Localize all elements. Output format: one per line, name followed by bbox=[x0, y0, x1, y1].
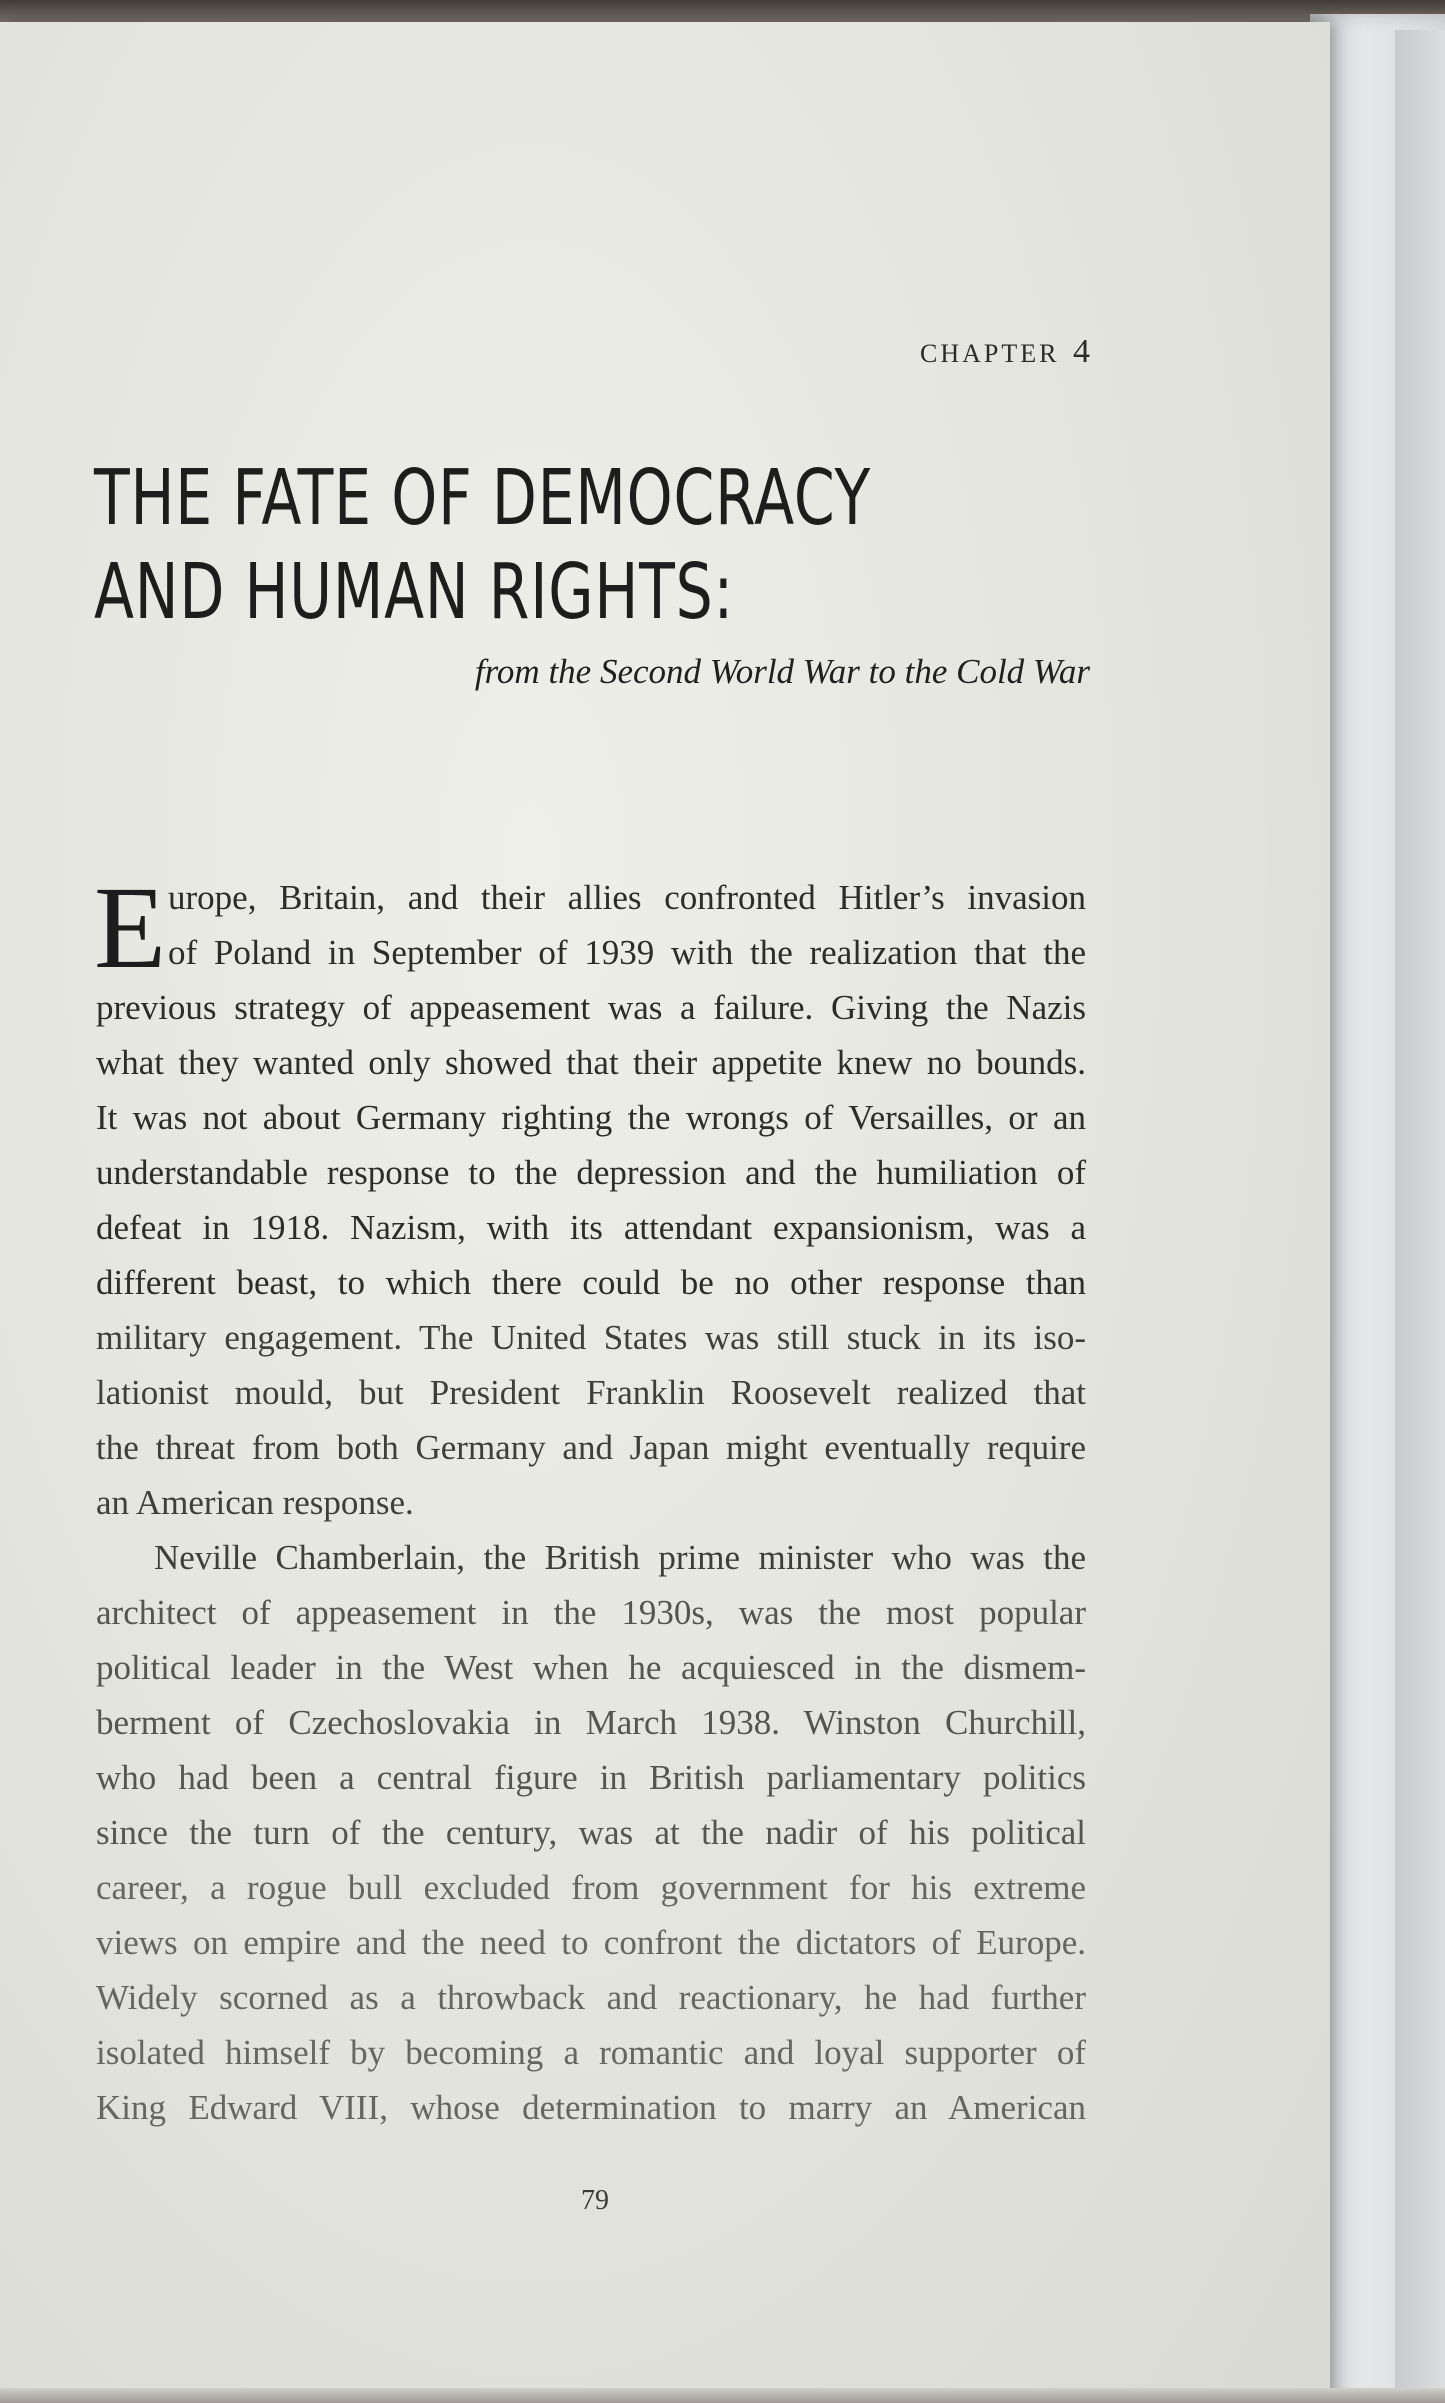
text-line: King Edward VIII, whose determination to marry an American bbox=[96, 2088, 1086, 2127]
text-line: lationist mould, but President Franklin Roosevelt realized that bbox=[96, 1373, 1086, 1412]
text-line: Neville Chamberlain, the British prime minister who was the bbox=[154, 1538, 1086, 1577]
text-line: who had been a central figure in British parliamentary politics bbox=[96, 1758, 1086, 1797]
chapter-word: CHAPTER bbox=[920, 339, 1060, 368]
text-line: military engagement. The United States was still stuck in its iso- bbox=[96, 1318, 1086, 1357]
text-line: Widely scorned as a throwback and reactionary, he had further bbox=[96, 1978, 1086, 2017]
body-text bbox=[94, 862, 1086, 2135]
chapter-subtitle: from the Second World War to the Cold War bbox=[474, 652, 1090, 691]
text-line: urope, Britain, and their allies confronted Hitler’s invasion bbox=[168, 878, 1086, 917]
page-number: 79 bbox=[581, 2185, 609, 2216]
text-line: berment of Czechoslovakia in March 1938. Winston Churchill, bbox=[96, 1703, 1086, 1742]
text-line: previous strategy of appeasement was a failure. Giving the Nazis bbox=[96, 988, 1086, 1027]
text-line: the threat from both Germany and Japan might eventually require bbox=[96, 1428, 1086, 1467]
text-line: since the turn of the century, was at the nadir of his political bbox=[96, 1813, 1086, 1852]
page-stack-edge bbox=[1395, 30, 1445, 2403]
text-line: It was not about Germany righting the wrongs of Versailles, or an bbox=[96, 1098, 1086, 1137]
text-line: isolated himself by becoming a romantic and loyal supporter of bbox=[96, 2033, 1086, 2072]
text-line: different beast, to which there could be no other response than bbox=[96, 1263, 1086, 1302]
text-line: political leader in the West when he acquiesced in the dismem- bbox=[96, 1648, 1086, 1687]
drop-cap: E bbox=[94, 862, 167, 993]
text-line: career, a rogue bull excluded from government for his extreme bbox=[96, 1868, 1086, 1907]
title-line-2: AND HUMAN RIGHTS: bbox=[94, 548, 735, 637]
chapter-number: 4 bbox=[1073, 333, 1090, 370]
title-line-1: THE FATE OF DEMOCRACY bbox=[94, 454, 872, 543]
chapter-label bbox=[720, 333, 1090, 371]
chapter-title bbox=[94, 452, 930, 640]
text-line: an American response. bbox=[96, 1483, 414, 1522]
text-line: what they wanted only showed that their appetite knew no bounds. bbox=[96, 1043, 1086, 1082]
text-line: of Poland in September of 1939 with the realization that the bbox=[168, 933, 1086, 972]
text-line: understandable response to the depression and the humiliation of bbox=[96, 1153, 1086, 1192]
text-line: architect of appeasement in the 1930s, was the most popular bbox=[96, 1593, 1086, 1632]
background-bottom-edge bbox=[0, 2388, 1445, 2403]
text-line: defeat in 1918. Nazism, with its attendant expansionism, was a bbox=[96, 1208, 1086, 1247]
background-top-edge bbox=[0, 0, 1445, 24]
text-line: views on empire and the need to confront the dictators of Europe. bbox=[96, 1923, 1086, 1962]
